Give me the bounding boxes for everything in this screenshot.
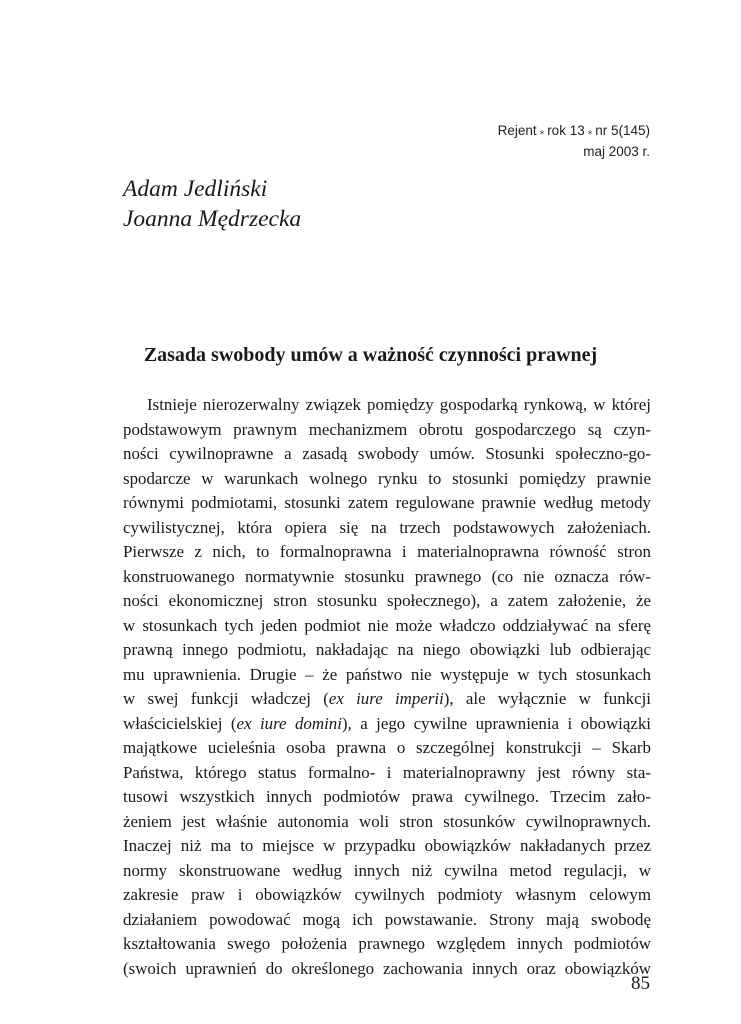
journal-name: Rejent bbox=[497, 123, 537, 138]
separator-star-icon: ⁎ bbox=[587, 126, 593, 136]
journal-header bbox=[498, 121, 650, 162]
body-text-line: majątkowe ucieleśnia osoba prawna o szczególnej konstrukcji – Skarb bbox=[123, 738, 651, 757]
journal-issue-line bbox=[498, 121, 650, 142]
body-text-line: Inaczej niż ma to miejsce w przypadku obowiązków nakładanych przez bbox=[123, 836, 651, 855]
authors-block bbox=[123, 174, 301, 234]
body-text-line bbox=[123, 712, 651, 737]
article-body bbox=[123, 393, 651, 981]
body-text-line: mu uprawnienia. Drugie – że państwo nie występuje w tych stosunkach bbox=[123, 664, 651, 684]
journal-year: rok 13 bbox=[547, 123, 585, 138]
body-text-line: Pierwsze z nich, to formalnoprawna i materialnoprawna równość stron bbox=[123, 542, 651, 561]
separator-star-icon: ⁎ bbox=[539, 126, 545, 136]
body-text-line: podstawowym prawnym mechanizmem obrotu gospodarczego są czyn- bbox=[123, 419, 651, 439]
latin-phrase: ex iure imperii bbox=[328, 689, 444, 708]
body-text-line: ności cywilnoprawne a zasadą swobody umów. Stosunki społeczno-go- bbox=[123, 444, 651, 463]
author-name: Adam Jedliński bbox=[123, 176, 268, 202]
body-text-line: konstruowanego normatywnie stosunku prawnego (co nie oznacza rów- bbox=[123, 566, 651, 586]
body-text-line: tusowi wszystkich innych podmiotów prawa cywilnego. Trzecim zało- bbox=[123, 787, 651, 806]
author-name: Joanna Mędrzecka bbox=[123, 206, 302, 232]
body-text-line: ności ekonomicznej stron stosunku społecznego), a zatem założenie, że bbox=[123, 591, 651, 610]
body-text-line: zakresie praw i obowiązków cywilnych podmioty własnym celowym bbox=[123, 885, 651, 904]
body-text-line bbox=[123, 687, 651, 712]
body-text-line: Państwa, którego status formalno- i materialnoprawny jest równy sta- bbox=[123, 762, 651, 782]
body-text-segment: w swej funkcji władczej ( bbox=[123, 689, 329, 708]
body-text-segment: ), ale wyłącznie w funkcji bbox=[443, 689, 651, 708]
body-text-segment: właścicielskiej ( bbox=[123, 713, 237, 733]
body-text-line: cywilistycznej, która opiera się na trzech podstawowych założeniach. bbox=[123, 517, 651, 537]
journal-date: maj 2003 r. bbox=[583, 144, 650, 159]
body-text-line: (swoich uprawnień do określonego zachowania innych oraz obowiązków bbox=[123, 958, 651, 978]
journal-issue: nr 5(145) bbox=[595, 123, 650, 138]
article-title: Zasada swobody umów a ważność czynności prawnej bbox=[143, 344, 598, 366]
body-text-line: działaniem powodować mogą ich powstawanie. Strony mają swobodę bbox=[123, 909, 651, 929]
body-text-line: kształtowania swego położenia prawnego względem innych podmiotów bbox=[123, 934, 651, 953]
latin-phrase: ex iure domini bbox=[236, 713, 342, 733]
page-number: 85 bbox=[631, 973, 650, 994]
body-text-line: normy skonstruowane według innych niż cywilna metod regulacji, w bbox=[123, 860, 651, 880]
body-text-segment: ), a jego cywilne uprawnienia i obowiązki bbox=[341, 713, 651, 733]
body-text-line: prawną innego podmiotu, nakładając na niego obowiązki lub odbierając bbox=[123, 640, 651, 659]
body-text-line: w stosunkach tych jeden podmiot nie może władczo oddziaływać na sferę bbox=[123, 615, 651, 635]
body-text-line: spodarcze w warunkach wolnego rynku to stosunki pomiędzy prawnie bbox=[123, 468, 651, 488]
body-text-line: Istnieje nierozerwalny związek pomiędzy gospodarką rynkową, w której bbox=[147, 395, 651, 414]
body-text-line: równymi podmiotami, stosunki zatem regulowane prawnie według metody bbox=[123, 493, 651, 512]
body-text-line: żeniem jest właśnie autonomia woli stron stosunków cywilnoprawnych. bbox=[123, 811, 651, 831]
